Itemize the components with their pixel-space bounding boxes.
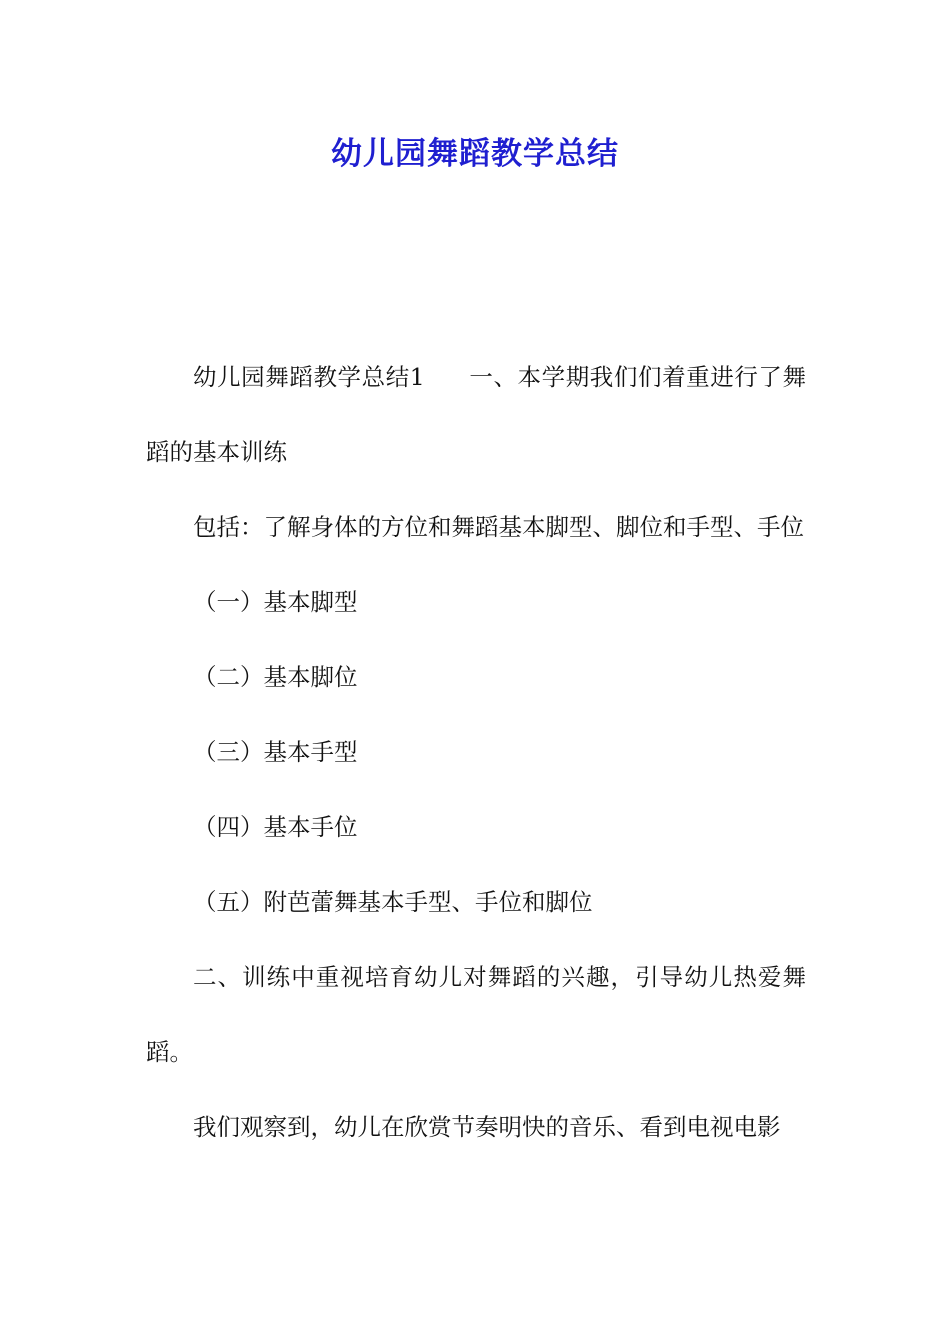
section-heading: 幼儿园舞蹈教学总结1 xyxy=(193,363,425,391)
list-item-1: （一）基本脚型 xyxy=(193,588,358,616)
paragraph-1-text: 一、本学期我们们着重进行了舞蹈的基本训练 xyxy=(146,363,807,466)
document-body xyxy=(146,340,806,1165)
list-item-4: （四）基本手位 xyxy=(193,813,358,841)
paragraph-intro xyxy=(146,340,806,490)
paragraph-3: 二、训练中重视培育幼儿对舞蹈的兴趣，引导幼儿热爱舞蹈。 xyxy=(146,963,806,1066)
paragraph-4: 我们观察到，幼儿在欣赏节奏明快的音乐、看到电视电影 xyxy=(193,1113,781,1141)
paragraph-2: 包括：了解身体的方位和舞蹈基本脚型、脚位和手型、手位 xyxy=(193,513,804,541)
list-item-2: （二）基本脚位 xyxy=(193,663,358,691)
list-item-3: （三）基本手型 xyxy=(193,738,358,766)
document-title: 幼儿园舞蹈教学总结 xyxy=(331,136,619,172)
list-item-5: （五）附芭蕾舞基本手型、手位和脚位 xyxy=(193,888,593,916)
